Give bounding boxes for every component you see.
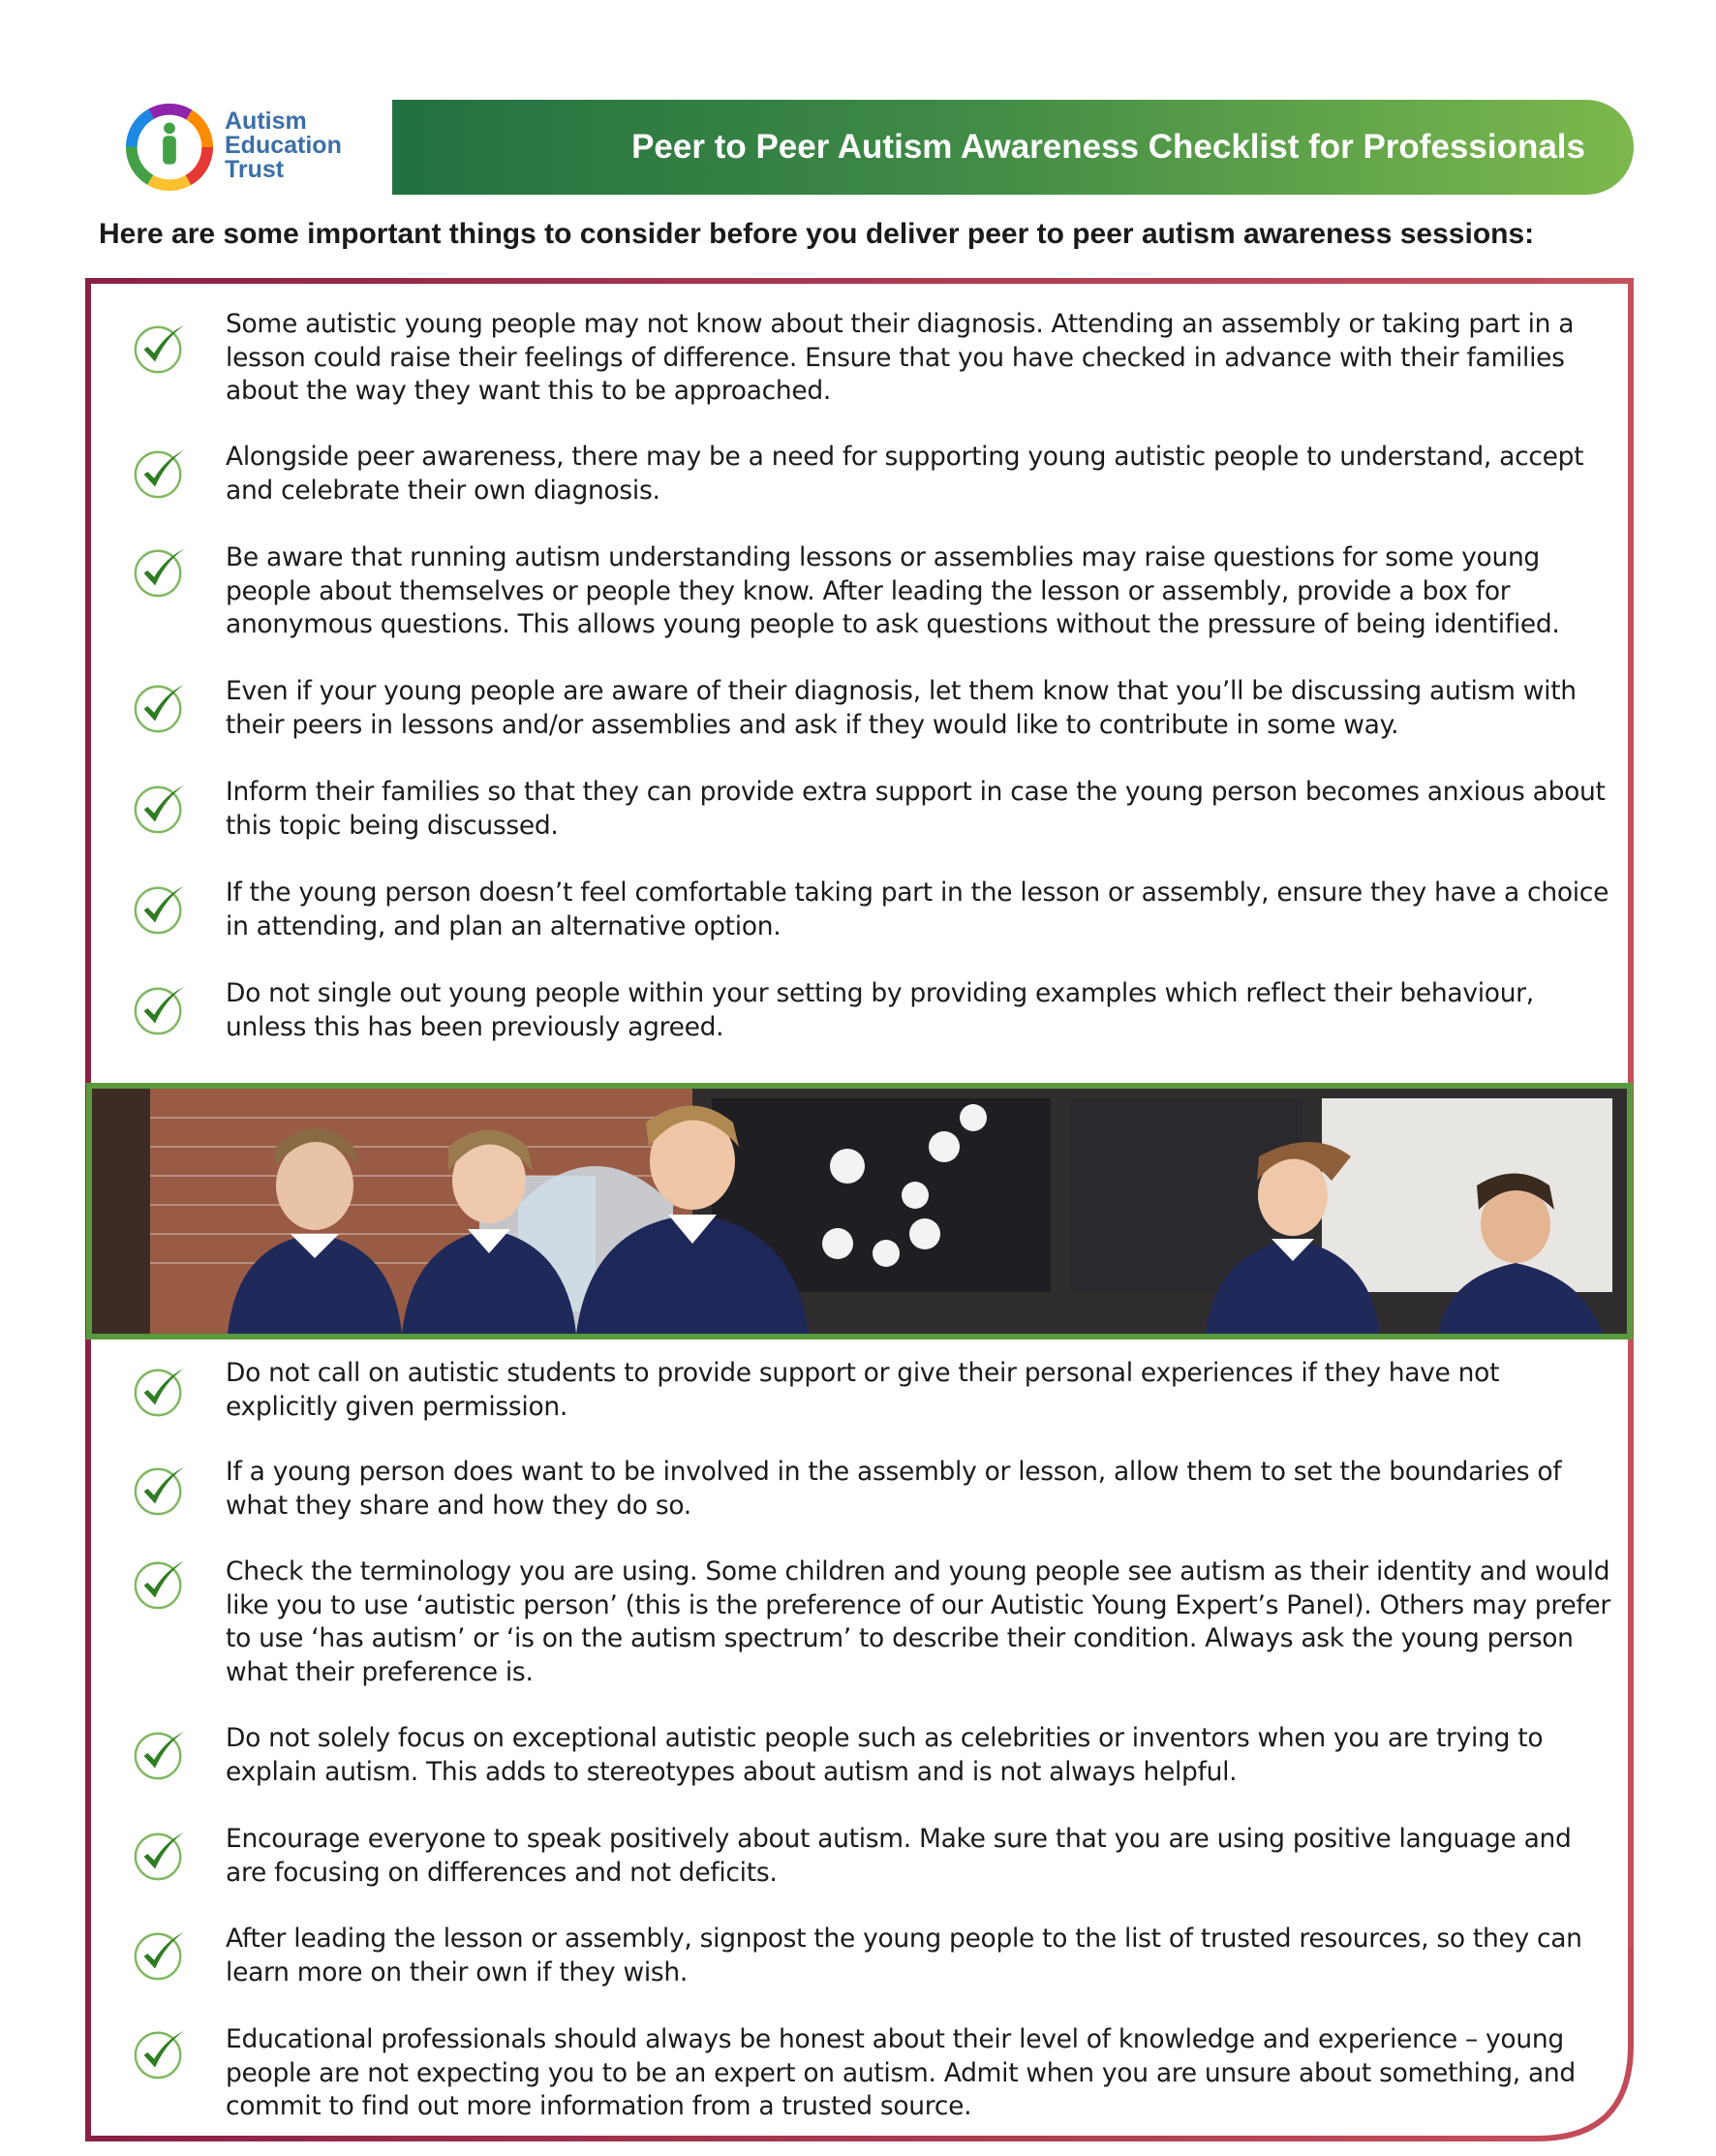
check-icon — [132, 320, 188, 376]
check-icon — [132, 1555, 188, 1612]
header-banner — [392, 100, 1634, 195]
check-icon — [132, 543, 188, 600]
check-icon — [132, 1726, 188, 1782]
children-photo-illustration — [92, 1089, 1627, 1334]
logo-line-2: Education — [225, 132, 342, 159]
checklist-item-text: After leading the lesson or assembly, signpost the young people to the list of trusted resources, so they can learn more on their own if they wish. — [226, 1924, 1582, 1987]
checklist-item-text: Educational professionals should always be honest about their level of knowledge and experience – young people are not expecting you to be an expert on autism. Admit when you are unsure about something, and commit to find out more information from a trusted source. — [226, 2024, 1576, 2121]
logo-line-1: Autism — [225, 108, 307, 135]
checklist-item-text: Even if your young people are aware of their diagnosis, let them know that you’ll be discussing autism with their peers in lessons and/or assemblies and ask if they would like to contribute in some way. — [226, 676, 1577, 740]
logo-line-3: Trust — [225, 156, 285, 183]
children-running-photo — [86, 1083, 1633, 1340]
checklist-item-text: If the young person doesn’t feel comfortable taking part in the lesson or assembly, ensure they have a choice in attending, and plan an alternative option. — [226, 878, 1609, 941]
checklist-item-text: If a young person does want to be involved in the assembly or lesson, allow them to set the boundaries of what they share and how they do so. — [226, 1457, 1562, 1521]
check-icon — [132, 780, 188, 836]
check-icon — [132, 679, 188, 735]
check-icon — [132, 981, 188, 1037]
page-title: Peer to Peer Autism Awareness Checklist for Professionals — [631, 128, 1585, 166]
autism-education-trust-logo — [122, 100, 354, 197]
check-icon — [132, 1363, 188, 1419]
checklist-item-text: Alongside peer awareness, there may be a need for supporting young autistic people to understand, accept and celebrate their own diagnosis. — [226, 442, 1584, 506]
intro-heading: Here are some important things to consider before you deliver peer to peer autism awareness sessions: — [99, 218, 1535, 250]
check-icon — [132, 1926, 188, 1983]
checklist-item-text: Check the terminology you are using. Some children and young people see autism as their identity and would like you to use ‘autistic person’ (this is the preference of our Autistic Young Expert’s Panel). Others may prefer to use ‘has autism’ or ‘is on the autism spectrum’ to describe their condition. Always ask the young person what their preference is. — [226, 1556, 1610, 1687]
checklist-item-text: Encourage everyone to speak positively about autism. Make sure that you are using positive language and are focusing on differences and not deficits. — [226, 1824, 1572, 1888]
check-icon — [132, 1827, 188, 1883]
check-icon — [132, 2025, 188, 2081]
checklist-item-text: Be aware that running autism understanding lessons or assemblies may raise questions for some young people about themselves or people they know. After leading the lesson or assembly, provide a box for anonymous questions. This allows young people to ask questions without the pressure of being identified. — [226, 542, 1560, 639]
checklist-item-text: Do not call on autistic students to provide support or give their personal experiences if they have not explicitly given permission. — [226, 1358, 1500, 1422]
logo-ring-icon — [122, 100, 217, 195]
check-icon — [132, 880, 188, 937]
check-icon — [132, 445, 188, 501]
logo-wordmark — [225, 109, 342, 182]
checklist-item-text: Some autistic young people may not know about their diagnosis. Attending an assembly or taking part in a lesson could raise their feelings of difference. Ensure that you have checked in advance with their families about the way they want this to be approached. — [226, 309, 1575, 406]
checklist-item-text: Do not solely focus on exceptional autistic people such as celebrities or inventors when you are trying to explain autism. This adds to stereotypes about autism and is not always helpful. — [226, 1723, 1544, 1787]
checklist-item-text: Do not single out young people within your setting by providing examples which reflect their behaviour, unless this has been previously agreed. — [226, 978, 1534, 1042]
check-icon — [132, 1462, 188, 1518]
checklist-item-text: Inform their families so that they can provide extra support in case the young person becomes anxious about this topic being discussed. — [226, 777, 1606, 841]
